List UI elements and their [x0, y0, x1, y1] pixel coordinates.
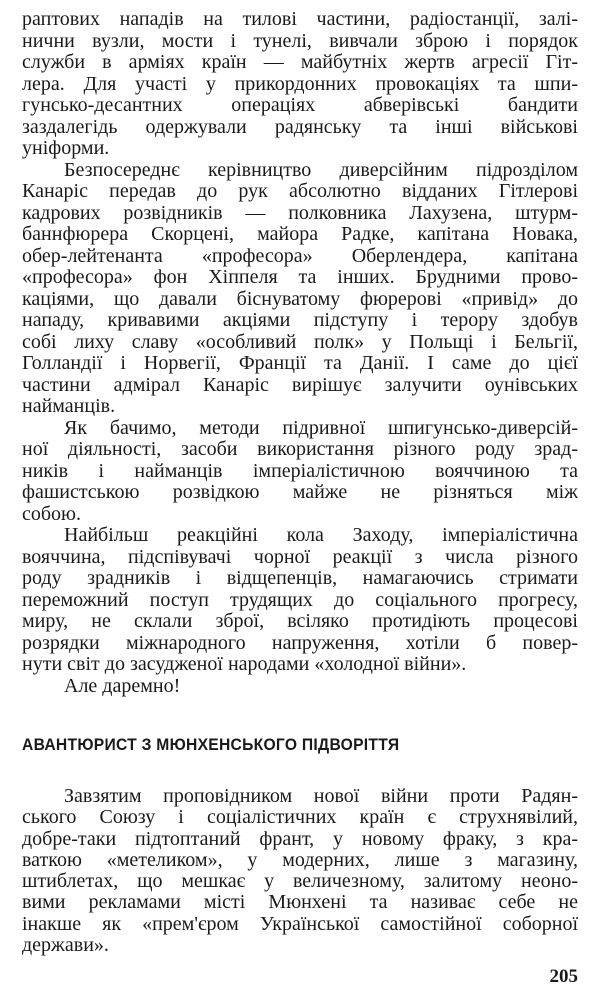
text-line: обер-лейтенанта «професора» Оберлендера, капітана — [22, 244, 578, 267]
text-line: собою. — [22, 502, 81, 525]
text-line: кадрових розвідників — полковника Лахузена, штурм- — [22, 201, 578, 224]
text-line: баннфюрера Скорцені, майора Радке, капітана Новака, — [22, 223, 578, 245]
text-line: нападу, кривавими акціями підступу і терору здобув — [22, 309, 578, 331]
text-line: Але даремно! — [64, 674, 181, 697]
section-heading: АВАНТЮРИСТ З МЮНХЕНСЬКОГО ПІДВОРІТТЯ — [22, 735, 400, 754]
text-line: Завзятим проповідником нової війни проти Радян- — [64, 785, 578, 807]
text-line: ваткою «метеликом», у модерних, лише з магазину, — [22, 848, 578, 871]
text-line: роду зрадників і відщепенців, намагаючись стримати — [22, 567, 578, 589]
text-line: добре-таки підтоптаний франт, у новому фраку, з кра- — [22, 827, 578, 850]
text-line: нути світ до засудженої народами «холодної війни». — [22, 653, 467, 675]
paragraph — [22, 676, 578, 698]
text-line: Безпосереднє керівництво диверсійним підрозділом — [64, 158, 578, 181]
paragraph — [22, 418, 578, 526]
text-line: ної діяльності, засоби використання різного роду зрад- — [22, 438, 578, 460]
text-line: Голландії і Норвегії, Франції та Данії. І саме до цієї — [22, 352, 578, 374]
text-line: служби в арміях країн — майбутніх жертв агресії Гіт- — [22, 51, 578, 73]
text-line: переможний поступ трудящих до соціального прогресу, — [22, 588, 578, 611]
text-line: штиблетах, що мешкає у величезному, залитому неоно- — [22, 870, 578, 893]
text-line: вими рекламами місті Мюнхені та називає себе не — [22, 891, 578, 914]
text-line: заздалегідь одержували радянську та інші військові — [22, 115, 578, 138]
text-line: найманців. — [22, 395, 116, 417]
text-line: частини адмірал Канаріс вирішує залучити оунівських — [22, 373, 578, 396]
text-line: раптових нападів на тилові частини, радіостанції, залі- — [22, 8, 578, 30]
paragraph — [22, 160, 578, 418]
paragraph — [22, 786, 578, 956]
paragraph — [22, 525, 578, 676]
text-line: собі лиху славу «особливий полк» у Польщі і Бельгії, — [22, 330, 578, 353]
text-line: миру, не склали зброї, всіляко протидіють процесові — [22, 610, 578, 632]
body-text-top — [22, 9, 578, 697]
text-line: «професора» фон Хіппеля та інших. Брудними прово- — [22, 266, 578, 288]
text-line: Як бачимо, методи підривної шпигунсько-диверсій- — [64, 416, 578, 439]
text-line: ників і найманців імперіалістичною вояччиною та — [22, 459, 578, 482]
text-line: лера. Для участі у прикордонних провокаціях та шпи- — [22, 72, 578, 95]
text-line: уніформи. — [22, 137, 110, 159]
paragraph — [22, 9, 578, 160]
text-line: фашистською розвідкою майже не різняться між — [22, 481, 578, 503]
text-line: гунсько-десантних операціях абверівські бандити — [22, 94, 578, 116]
page-number: 205 — [549, 966, 578, 987]
text-line: Найбільш реакційні кола Заходу, імперіалістична — [64, 524, 578, 546]
text-line: розрядки міжнародного напруження, хотіли б повер- — [22, 631, 578, 654]
text-line: вояччина, підспівувачі чорної реакції з числа різного — [22, 545, 578, 568]
text-line: інакше як «прем'єром Української самостійної соборної — [22, 912, 578, 935]
text-line: ського Союзу і соціалістичних країн є струхнявілий, — [22, 806, 578, 829]
text-line: нични вузли, мости і тунелі, вивчали зброю і порядок — [22, 29, 578, 52]
text-line: Канаріс передав до рук абсолютно відданих Гітлерові — [22, 180, 578, 202]
body-text-bottom — [22, 786, 578, 956]
text-line: каціями, що давали біснуватому фюрерові «привід» до — [22, 287, 578, 310]
text-line: держави». — [22, 934, 109, 957]
